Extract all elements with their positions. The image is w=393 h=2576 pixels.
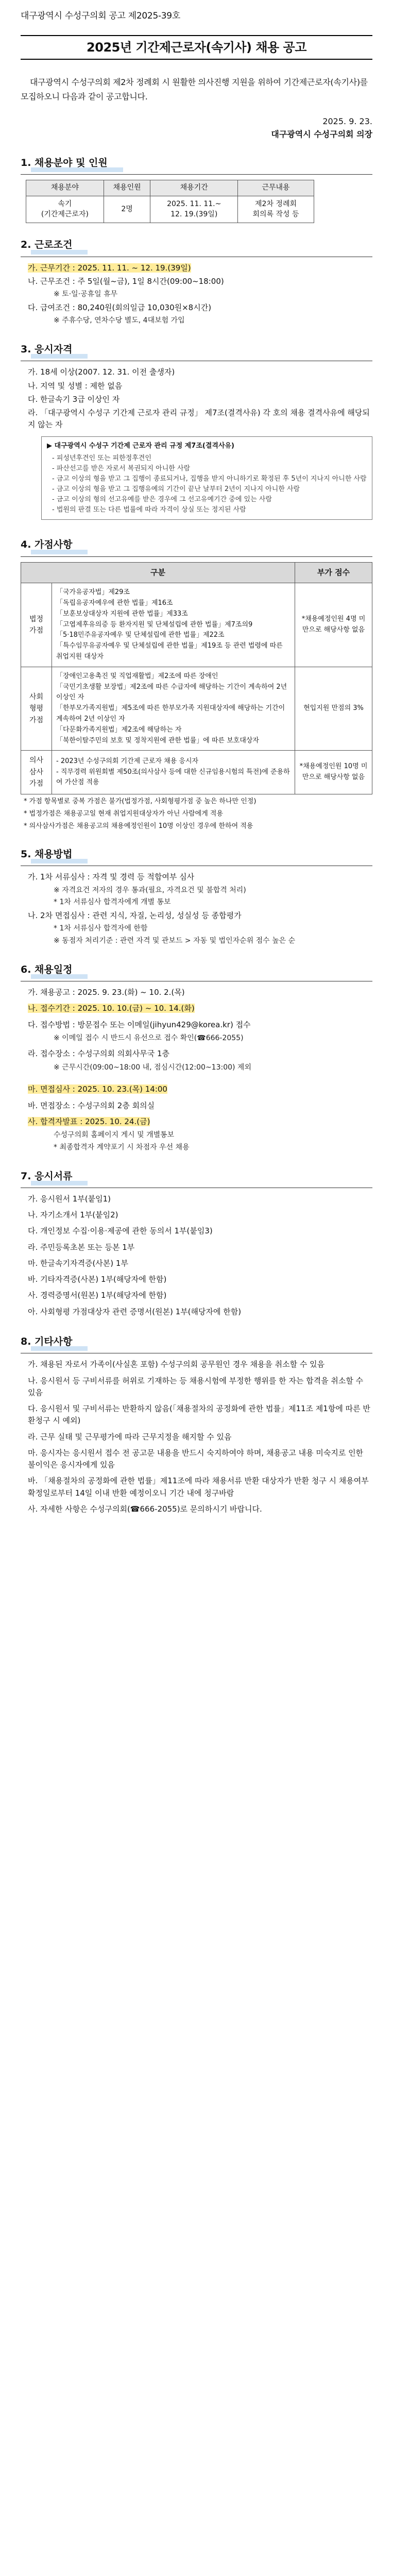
list-item: 다. 급여조건 : 80,240원(회의일급 10,030원×8시간) [28,302,212,312]
table-cell: 의사 삼사 가점 [21,751,52,794]
list-item [28,262,372,274]
notice-number: 대구광역시 수성구의회 공고 제2025-39호 [21,11,180,21]
list-item: 마. 한글속기자격증(사본) 1부 [28,1258,128,1268]
sub-note: ※ 동점자 처리기준 : 관련 자격 및 관보드 > 자동 및 법인자순위 점수 높은 순 [54,936,296,945]
table-cell: 「국가유공자법」제29조 「독립유공자예우에 관한 법률」제16조 「보훈보상대상자 지원에 관한 법률」제33조 「고엽제후유의증 등 환자지원 및 단체설립에 관한 법률」제7조의9 「5·18민주유공자예우 및 단체설립에 관한 법률」제22조 「특수임무유공자예우 및 단체설립에 관한 법률」제19조 등 관련 법령에 따른 취업지원 대상자 [52,583,295,667]
sub-note: ※ 근무시간(09:00~18:00 내, 점심시간(12:00~13:00) 제외 [54,1063,251,1072]
table-cell: 제2차 정례회 회의록 작성 등 [238,196,314,223]
list-item [28,1116,372,1128]
list-item: 나. 2차 면접심사 : 관련 지식, 자질, 논리성, 성실성 등 종합평가 [28,910,242,920]
list-item [28,1003,372,1014]
list-item: 다. 한글속기 3급 이상인 자 [28,394,120,404]
table-cell: - 2023년 수성구의회 기간제 근로자 채용 응시자 - 직무경력 위원회별 제50조(의사삼사 등에 대한 신규임용시험의 특전)에 준용하여 가산점 적용 [52,751,295,794]
table-cell: *채용예정인원 10명 미만으로 해당사항 없음 [295,751,372,794]
divider [21,174,372,175]
intro-paragraph: 대구광역시 수성구의회 제2차 정례회 시 원활한 의사진행 지원을 위하여 기간제근로자(속기사)를 모집하오니 다음과 같이 공고합니다. [21,77,368,102]
notice-date: 2025. 9. 23. [322,116,372,127]
list-item: 나. 지역 및 성별 : 제한 없음 [28,381,123,391]
table-note: * 법정가점은 채용공고일 현재 취업지원대상자가 아닌 사람에게 적용 [24,809,224,818]
table-header: 채용기간 [150,180,238,196]
box-title: ▶ 대구광역시 수성구 기간제 근로자 관리 규정 제7조(결격사유) [47,442,234,450]
table-header: 근무내용 [238,180,314,196]
divider [21,556,372,557]
table-cell: 2명 [104,196,150,223]
list-item: 라. 접수장소 : 수성구의회 의회사무국 1층 [28,1049,170,1059]
list-item: 라. 주민등록초본 또는 등본 1부 [28,1242,135,1252]
highlight-text: 나. 접수기간 : 2025. 10. 10.(금) ~ 10. 14.(화) [28,1004,195,1013]
sub-note: ※ 주휴수당, 연차수당 별도, 4대보험 가입 [54,316,185,325]
table-cell: *채용예정인원 4명 미만으로 해당사항 없음 [295,583,372,667]
list-item: 라. 근무 실태 및 근무평가에 따라 근무지정을 해지할 수 있음 [28,1432,232,1442]
list-item: 가. 채용공고 : 2025. 9. 23.(화) ~ 10. 2.(목) [28,988,185,997]
section-4-title: 4. 가점사항 [21,537,72,554]
section-6-title: 6. 채용일정 [21,962,72,979]
table-header: 구분 [21,562,295,583]
sub-note: ※ 토·일·공휴일 휴무 [54,290,118,299]
sub-note: ※ 자격요건 저자의 경우 통과(필요, 자격요건 및 불합격 처리) [54,886,246,894]
section-2-title: 2. 근로조건 [21,238,72,254]
box-item: - 금고 이상의 형을 받고 그 집행이 종료되거나, 집행을 받지 아니하기로 확정된 후 5년이 지나지 아니한 사람 [52,474,367,483]
list-item: 사. 경력증명서(원본) 1부(해당자에 한함) [28,1291,167,1300]
list-item [28,1083,372,1095]
sub-note: * 최종합격자 계약포기 시 차점자 우선 채용 [54,1143,190,1151]
table-header: 채용분야 [26,180,104,196]
list-item: 바. 기타자격증(사본) 1부(해당자에 한함) [28,1275,167,1284]
list-item: 다. 응시원서 및 구비서류는 반환하지 않음(「채용절차의 공정화에 관한 법률」제11조 제1항에 따른 반환청구 시 예외) [28,1404,370,1426]
list-item: 다. 접수방법 : 방문접수 또는 이메일(jihyun429@korea.kr) 접수 [28,1020,251,1029]
section-1-title: 1. 채용분야 및 인원 [21,156,108,172]
list-item: 가. 18세 이상(2007. 12. 31. 이전 출생자) [28,367,175,377]
sub-note: 수성구의회 홈페이지 게시 및 개별통보 [54,1131,175,1140]
box-item: - 금고 이상의 형의 선고유예를 받은 경우에 그 선고유예기간 중에 있는 사람 [52,496,272,504]
list-item: 가. 응시원서 1부(붙임1) [28,1194,111,1204]
section-3-title: 3. 응시자격 [21,342,72,359]
table-header: 채용인원 [104,180,150,196]
list-item: 가. 1차 서류심사 : 자격 및 경력 등 적합여부 심사 [28,872,195,882]
table-cell: 2025. 11. 11.~ 12. 19.(39일) [150,196,238,223]
highlight-text: 가. 근무기간 : 2025. 11. 11. ~ 12. 19.(39일) [28,263,191,273]
section-7-title: 7. 응시서류 [21,1169,72,1185]
list-item: 다. 개인정보 수집·이용·제공에 관한 동의서 1부(붙임3) [28,1226,213,1236]
table-cell: 속기 (기간제근로자) [26,196,104,223]
list-item: 나. 자기소개서 1부(붙임2) [28,1210,118,1220]
sub-note: * 1차 서류심사 합격자에 한함 [54,924,148,933]
issuer: 대구광역시 수성구의회 의장 [271,129,372,140]
page-title: 2025년 기간제근로자(속기사) 채용 공고 [21,35,372,60]
highlight-text: 사. 합격자발표 : 2025. 10. 24.(금) [28,1116,150,1126]
list-item: 가. 채용된 자로서 가족이(사실혼 포함) 수성구의회 공무원인 경우 채용을 취소할 수 있음 [28,1360,325,1369]
box-item: - 금고 이상의 형을 받고 그 집행유예의 기간이 끝난 날부터 2년이 지나지 아니한 사람 [52,485,300,494]
list-item: 라. 「대구광역시 수성구 기간제 근로자 관리 규정」 제7조(결격사유) 각 호의 채용 결격사유에 해당되지 않는 자 [28,408,370,430]
section-8-title: 8. 기타사항 [21,1334,72,1351]
list-item: 바. 「채용절차의 공정화에 관한 법률」제11조에 따라 채용서류 반환 대상자가 반환 청구 시 채용여부 확정일로부터 14일 이내 반환 예정이오니 기간 내에 청구바람 [28,1476,369,1498]
table-cell: 법정 가점 [21,583,52,667]
list-item: 바. 면접장소 : 수성구의회 2층 회의실 [28,1100,155,1110]
list-item: 아. 사회형평 가점대상자 관련 증명서(원본) 1부(해당자에 한함) [28,1307,242,1316]
box-item: - 파산선고를 받은 자로서 복권되지 아니한 사람 [52,464,191,472]
table-header: 부가 점수 [295,562,372,583]
bonus-points-table [21,562,372,794]
table-note: * 의사삼사가점은 채용공고의 채용예정인원이 10명 이상인 경우에 한하여 적용 [24,822,253,830]
list-item: 나. 근무조건 : 주 5일(월~금), 1일 8시간(09:00~18:00) [28,276,224,286]
recruitment-table [26,180,314,223]
disqualification-box [41,436,372,520]
table-cell: 「장애인고용촉진 및 직업재활법」제2조에 따른 장애인 「국민기초생활 보장법」제2조에 따른 수급자에 해당하는 기간이 계속하여 2년 이상인 자 「한부모가족지원법」제5조에 따른 한부모가족 지원대상자에 해당하는 기간이 계속하여 2년 이상인 자 「다문화가족지원법」제2조에 해당하는 자 「북한이탈주민의 보호 및 정착지원에 관한 법률」에 따른 보호대상자 [52,667,295,751]
list-item: 나. 응시원서 등 구비서류를 허위로 기재하는 등 채용시험에 부정한 행위를 한 자는 합격을 취소할 수 있음 [28,1376,364,1397]
box-item: - 피성년후견인 또는 피한정후견인 [52,454,151,462]
highlight-text: 마. 면접심사 : 2025. 10. 23.(목) 14:00 [28,1084,167,1094]
sub-note: * 1차 서류심사 합격자에게 개별 통보 [54,898,171,907]
sub-note: ※ 이메일 접수 시 반드시 유선으로 접수 확인(☎666-2055) [54,1033,244,1042]
box-item: - 법원의 판결 또는 다른 법률에 따라 자격이 상실 또는 정지된 사람 [52,506,246,514]
table-cell: 사회 형평 가점 [21,667,52,751]
list-item: 사. 자세한 사항은 수성구의회(☎666-2055)로 문의하시기 바랍니다. [28,1504,262,1514]
list-item: 마. 응시자는 응시원서 접수 전 공고문 내용을 반드시 숙지하여야 하며, 채용공고 내용 미숙지로 인한 불이익은 응시자에게 있음 [28,1448,364,1470]
table-cell: 현입지원 만점의 3% [295,667,372,751]
table-note: * 가점 항목별로 중복 가점은 불가(법정가점, 사회형평가점 중 높은 하나만 인정) [24,797,257,805]
section-5-title: 5. 채용방법 [21,847,72,863]
